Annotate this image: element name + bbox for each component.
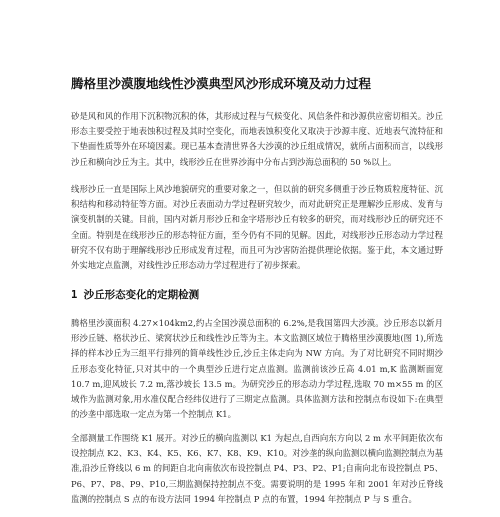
background-paragraph: 线形沙丘一直是国际上风沙地貌研究的重要对象之一，但以前的研究多侧重于沙丘物质粒度特征、沉积结构和移动特征等方面。对沙丘表面动力学过程研究较少，而对此研究正是理解沙丘形成、发育与演变机制的关键。目前，国内对新月形沙丘和金字塔形沙丘有较多的研究，而对线形沙丘的研究还不全面。特别是在线形沙丘的形态特征方面，至今仍有不同的见解。因此，对线形沙丘形态动力学过程研究不仅有助于理解线形沙丘形成发育过程，而且可为沙害防治提供理论依据。鉴于此，本文通过野外实地定点监测，对线性沙丘形态动力学过程进行了初步探索。 <box>71 184 443 271</box>
article-title: 腾格里沙漠腹地线性沙漠典型风沙形成环境及动力过程 <box>71 76 372 91</box>
study-area-paragraph: 腾格里沙漠面积 4.27×104km2,约占全国沙漠总面积的 6.2%,是我国第四大沙漠。沙丘形态以新月形沙丘链、格状沙丘、梁窝状沙丘和线性沙丘等为主。本文监测区域位于腾格里沙漠腹地(图 1),所选择的样本沙丘为三组平行排列的简单线性沙丘,沙丘主体走向为 NW 方向。为了对比研究不同时期沙丘形态变化特征,只对其中的一个典型沙丘进行定点监测。监测前该沙丘高 4.01 m,K 监测断面宽 10.7 m,迎风坡长 7.2 m,落沙坡长 13.5 m。为研究沙丘的形态动力学过程,选取 70 m×55 m 的区域作为监测对象,用水准仪配合经纬仪进行了三期定点监测。具体监测方法和控制点布设如下:在典型的沙垄中部选取一定点为第一个控制点 K1。 <box>71 318 443 420</box>
intro-paragraph: 砂是风和风的作用下沉积物沉积的体，其形成过程与气候变化、风信条件和沙源供应密切相关。沙丘形态主要受控于地表蚀积过程及其时空变化，而地表蚀积变化又取决于沙源丰度、近地表气流特征和下垫面性质等外在环境因素。现已基本查清世界各大沙漠的沙丘组成情况，就所占面积而言，以线形沙丘和横向沙丘为主。其中，线形沙丘在世界沙海中分布占到沙海总面积的 50 %以上。 <box>71 111 443 167</box>
measurement-paragraph: 全部测量工作围绕 K1 展开。对沙丘的横向监测以 K1 为起点,自西向东方向以 2 m 水平间距依次布设控制点 K2、K3、K4、K5、K6、K7、K8、K9、K10。对沙垄的纵向监测以横向监测控制点为基准,沿沙丘脊线以 6 m 的间距自北向南依次布设控制点 P4、P3、P2、P1;自南向北布设控制点 P5、P6、P7、P8、P9、P10,三期监测保持控制点不变。需要说明的是 1995 年和 2001 年对沙丘脊线监测的控制点 S 点的布设方法同 1994 年控制点 P 点的布置，1994 年控制点 P 与 S 重合。 <box>71 433 443 504</box>
section-heading: 1 沙丘形态变化的定期检测 <box>71 289 200 301</box>
